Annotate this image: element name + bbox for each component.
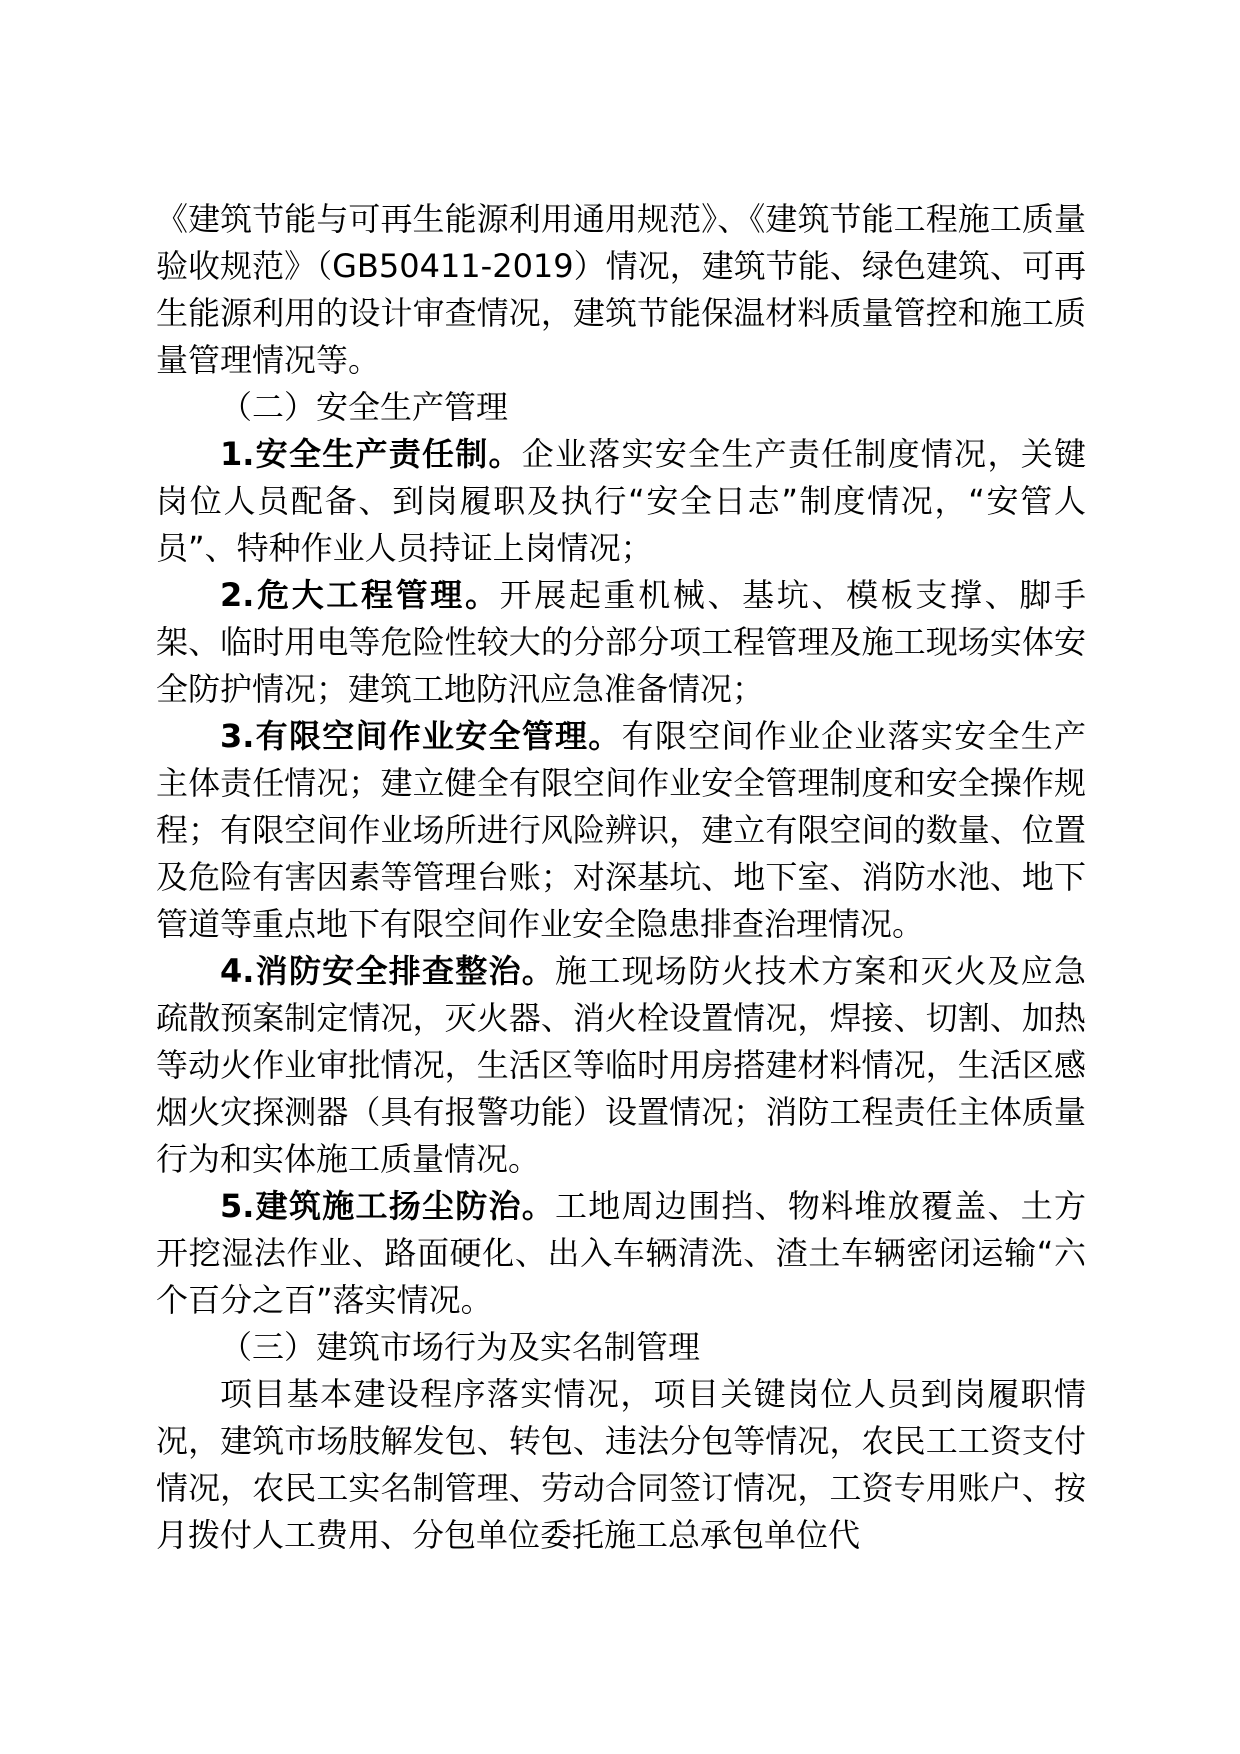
item-title: 1.安全生产责任制。 xyxy=(220,435,522,473)
paragraph-text: 项目基本建设程序落实情况，项目关键岗位人员到岗履职情况，建筑市场肢解发包、转包、违法分包等情况，农民工工资支付情况，农民工实名制管理、劳动合同签订情况，工资专用账户、按月拨付人工费用、分包单位委托施工总承包单位代 xyxy=(156,1375,1086,1554)
item-safety-responsibility xyxy=(156,431,1086,572)
section-heading-text: （二）安全生产管理 xyxy=(220,388,509,426)
item-text: 有限空间作业企业落实安全生产主体责任情况；建立健全有限空间作业安全管理制度和安全操作规程；有限空间作业场所进行风险辨识，建立有限空间的数量、位置及危险有害因素等管理台账；对深基坑、地下室、消防水池、地下管道等重点地下有限空间作业安全隐患排查治理情况。 xyxy=(156,717,1086,943)
item-title: 4.消防安全排查整治。 xyxy=(220,952,556,990)
item-title: 3.有限空间作业安全管理。 xyxy=(220,717,622,755)
document-body xyxy=(156,196,1086,1559)
item-title: 5.建筑施工扬尘防治。 xyxy=(220,1187,556,1225)
paragraph-text: 《建筑节能与可再生能源利用通用规范》、《建筑节能工程施工质量验收规范》（GB50411-2019）情况，建筑节能、绿色建筑、可再生能源利用的设计审查情况，建筑节能保温材料质量管控和施工质量管理情况等。 xyxy=(156,200,1086,379)
item-hazardous-projects xyxy=(156,572,1086,713)
paragraph-energy-standards xyxy=(156,196,1086,384)
section-heading-market xyxy=(156,1324,1086,1371)
item-text: 企业落实安全生产责任制度情况，关键岗位人员配备、到岗履职及执行“安全日志”制度情况，“安管人员”、特种作业人员持证上岗情况； xyxy=(156,435,1086,567)
paragraph-market-conduct xyxy=(156,1371,1086,1559)
item-text: 施工现场防火技术方案和灭火及应急疏散预案制定情况，灭火器、消火栓设置情况，焊接、切割、加热等动火作业审批情况，生活区等临时用房搭建材料情况，生活区感烟火灾探测器（具有报警功能）设置情况；消防工程责任主体质量行为和实体施工质量情况。 xyxy=(156,952,1086,1178)
item-text: 工地周边围挡、物料堆放覆盖、土方开挖湿法作业、路面硬化、出入车辆清洗、渣土车辆密闭运输“六个百分之百”落实情况。 xyxy=(156,1187,1086,1319)
section-heading-safety xyxy=(156,384,1086,431)
item-title: 2.危大工程管理。 xyxy=(220,576,500,614)
item-confined-space xyxy=(156,713,1086,948)
item-fire-safety xyxy=(156,948,1086,1183)
item-dust-control xyxy=(156,1183,1086,1324)
section-heading-text: （三）建筑市场行为及实名制管理 xyxy=(220,1328,701,1366)
item-text: 开展起重机械、基坑、模板支撑、脚手架、临时用电等危险性较大的分部分项工程管理及施工现场实体安全防护情况；建筑工地防汛应急准备情况； xyxy=(156,576,1086,708)
